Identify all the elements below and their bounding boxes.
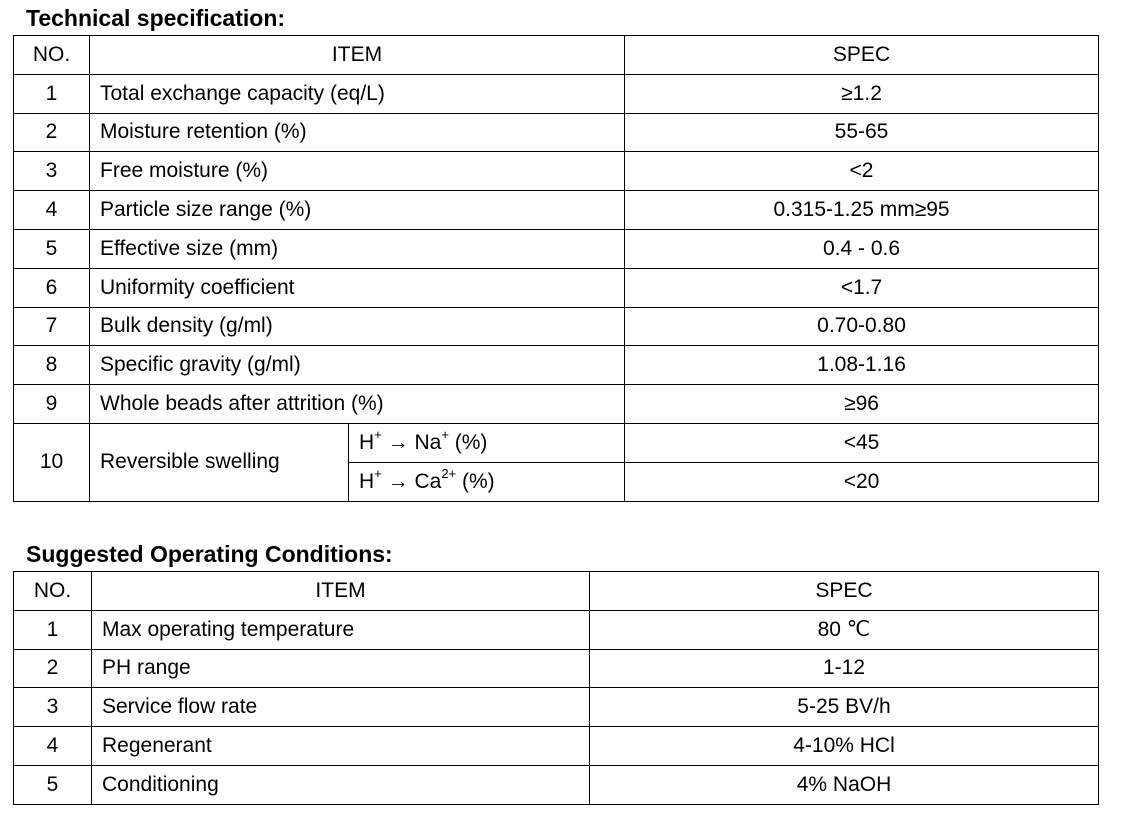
table-row xyxy=(14,423,1099,462)
row-item: Conditioning xyxy=(92,765,590,804)
row-spec: ≥1.2 xyxy=(625,74,1099,113)
row-item: Moisture retention (%) xyxy=(90,113,625,152)
row-item: Particle size range (%) xyxy=(90,191,625,230)
row-spec: 80 ℃ xyxy=(590,610,1099,649)
row-spec: <45 xyxy=(625,423,1099,462)
row-no: 1 xyxy=(14,74,90,113)
row-spec: 0.70-0.80 xyxy=(625,307,1099,346)
arrow-icon: → xyxy=(387,469,409,493)
row-item: Specific gravity (g/ml) xyxy=(90,346,625,385)
table-row xyxy=(14,346,1099,385)
row-no: 10 xyxy=(14,423,90,501)
arrow-icon: → xyxy=(387,430,409,454)
row-spec: 0.315-1.25 mm≥95 xyxy=(625,191,1099,230)
table-row xyxy=(14,152,1099,191)
row-spec: 55-65 xyxy=(625,113,1099,152)
row-no: 9 xyxy=(14,385,90,424)
table-row xyxy=(14,191,1099,230)
row-no: 3 xyxy=(14,688,92,727)
row-spec: 1-12 xyxy=(590,649,1099,688)
row-no: 8 xyxy=(14,346,90,385)
row-item: Service flow rate xyxy=(92,688,590,727)
header-no: NO. xyxy=(14,36,90,75)
row-no: 4 xyxy=(14,727,92,766)
row-spec: 1.08-1.16 xyxy=(625,346,1099,385)
table-header-row xyxy=(14,572,1099,611)
row-spec: <2 xyxy=(625,152,1099,191)
header-no: NO. xyxy=(14,572,92,611)
table-row xyxy=(14,268,1099,307)
header-spec: SPEC xyxy=(590,572,1099,611)
table-row xyxy=(14,385,1099,424)
row-item: Bulk density (g/ml) xyxy=(90,307,625,346)
row-spec: 4-10% HCl xyxy=(590,727,1099,766)
row-no: 4 xyxy=(14,191,90,230)
row-no: 2 xyxy=(14,113,90,152)
technical-spec-table xyxy=(13,35,1099,502)
row-spec: <20 xyxy=(625,462,1099,501)
row-spec: ≥96 xyxy=(625,385,1099,424)
row-item: Reversible swelling xyxy=(90,423,349,501)
header-item: ITEM xyxy=(92,572,590,611)
technical-spec-title: Technical specification: xyxy=(26,5,286,31)
row-spec: 5-25 BV/h xyxy=(590,688,1099,727)
table-row xyxy=(14,229,1099,268)
operating-conditions-table xyxy=(13,571,1099,805)
table-row xyxy=(14,649,1099,688)
table-row xyxy=(14,765,1099,804)
row-item: Uniformity coefficient xyxy=(90,268,625,307)
swelling-sub-item-ca: $H^+ \to Ca^{2+}$ (%) xyxy=(349,462,625,501)
row-item: PH range xyxy=(92,649,590,688)
table-row xyxy=(14,307,1099,346)
table-row xyxy=(14,610,1099,649)
row-no: 7 xyxy=(14,307,90,346)
row-item: Regenerant xyxy=(92,727,590,766)
row-spec: 0.4 - 0.6 xyxy=(625,229,1099,268)
row-item: Effective size (mm) xyxy=(90,229,625,268)
row-no: 1 xyxy=(14,610,92,649)
table-row xyxy=(14,688,1099,727)
row-no: 6 xyxy=(14,268,90,307)
row-item: Total exchange capacity (eq/L) xyxy=(90,74,625,113)
header-spec: SPEC xyxy=(625,36,1099,75)
row-no: 2 xyxy=(14,649,92,688)
table-row xyxy=(14,113,1099,152)
row-spec: <1.7 xyxy=(625,268,1099,307)
operating-conditions-title: Suggested Operating Conditions: xyxy=(26,541,393,567)
row-item: Max operating temperature xyxy=(92,610,590,649)
swelling-sub-item-na: H+ → Na+ (%) xyxy=(349,423,625,462)
table-row xyxy=(14,727,1099,766)
table-header-row xyxy=(14,36,1099,75)
row-no: 5 xyxy=(14,229,90,268)
row-spec: 4% NaOH xyxy=(590,765,1099,804)
header-item: ITEM xyxy=(90,36,625,75)
row-item: Whole beads after attrition (%) xyxy=(90,385,625,424)
row-item: Free moisture (%) xyxy=(90,152,625,191)
table-row xyxy=(14,74,1099,113)
row-no: 5 xyxy=(14,765,92,804)
row-no: 3 xyxy=(14,152,90,191)
